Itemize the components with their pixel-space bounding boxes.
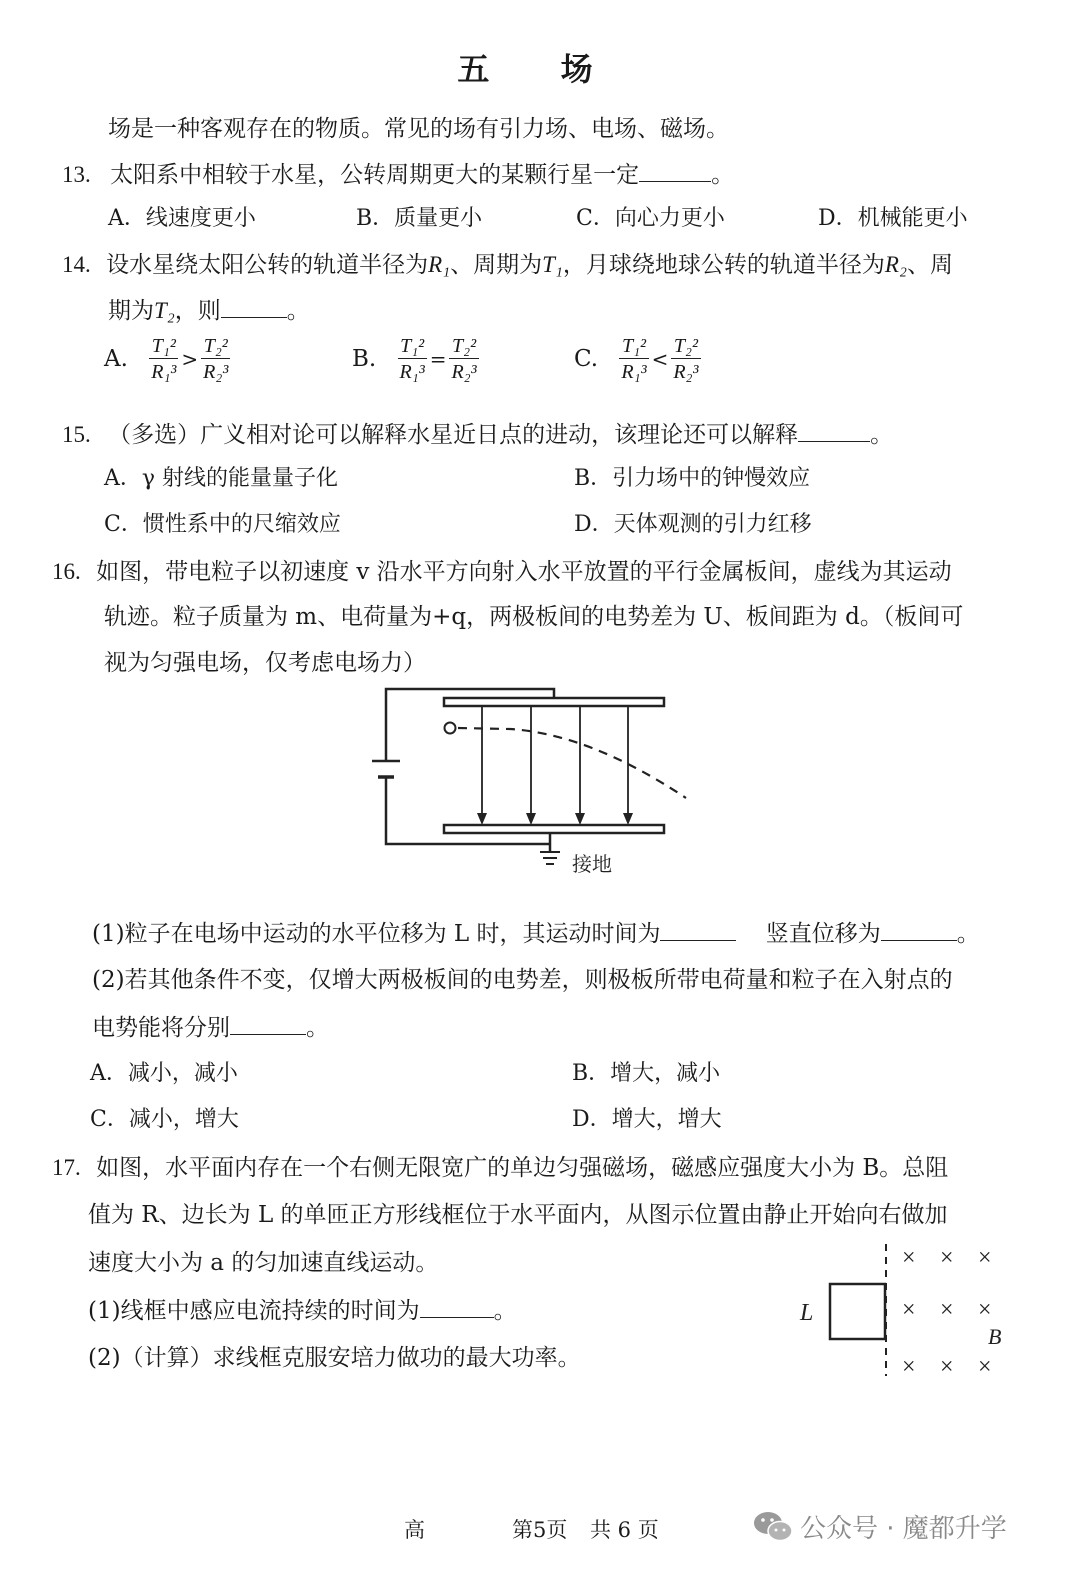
q13-option-b: B．质量更小 [356, 206, 483, 231]
footer-left: 高 [404, 1518, 425, 1542]
section-title: 五 场 [457, 50, 623, 88]
q16-blank-time [660, 918, 736, 941]
q16-blank-sub2 [230, 1012, 306, 1035]
q15-blank [798, 419, 870, 442]
section-intro: 场是一种客观存在的物质。常见的场有引力场、电场、磁场。 [108, 116, 729, 142]
q16-number: 16. [52, 559, 81, 584]
ground-label: 接地 [572, 854, 612, 876]
q17-blank [420, 1295, 494, 1318]
wechat-icon [752, 1508, 794, 1544]
svg-text:×: × [978, 1354, 992, 1380]
q17-sub2: (2)（计算）求线框克服安培力做功的最大功率。 [88, 1345, 581, 1371]
q16-stem-line1: 16. 如图，带电粒子以初速度 v 沿水平方向射入水平放置的平行金属板间，虚线为其运动 [52, 559, 952, 585]
q17-stem-line2: 值为 R、边长为 L 的单匝正方形线框位于水平面内，从图示位置由静止开始向右做加 [88, 1202, 948, 1228]
svg-text:×: × [902, 1297, 916, 1323]
charged-particle [445, 723, 456, 734]
q14-option-b: B. $\frac{\text{T₁²}}{\text{R₁³}}$ = $\frac{\text{T₂²}}{\text{R₂³}}$ [352, 335, 477, 383]
q13-option-a: A．线速度更小 [108, 206, 256, 231]
q14-number: 14. [62, 252, 91, 277]
q17-stem-line3: 速度大小为 a 的匀加速直线运动。 [88, 1250, 439, 1276]
q16-stem-line3: 视为匀强电场，仅考虑电场力） [104, 650, 426, 676]
bottom-plate [444, 825, 664, 833]
q15-stem: 15. （多选）广义相对论可以解释水星近日点的进动，该理论还可以解释 。 [62, 416, 893, 449]
q17-number: 17. [52, 1155, 81, 1180]
ground-symbol [540, 852, 560, 864]
side-length-label: L [800, 1300, 814, 1326]
q13-option-c: C．向心力更小 [576, 206, 725, 231]
q14-stem-line2: 期为T₂，则 。 [108, 292, 310, 325]
svg-text:×: × [940, 1297, 954, 1323]
q15-number: 15. [62, 422, 91, 447]
particle-trajectory [458, 728, 686, 798]
q16-sub1: (1)粒子在电场中运动的水平位移为 L 时，其运动时间为 竖直位移为 。 [92, 915, 980, 948]
q16-blank-displacement [881, 918, 957, 941]
svg-text:×: × [940, 1354, 954, 1380]
square-coil [830, 1284, 885, 1339]
field-strength-label: B [988, 1324, 1002, 1349]
svg-text:×: × [902, 1245, 916, 1271]
svg-text:×: × [978, 1297, 992, 1323]
svg-text:×: × [940, 1245, 954, 1271]
q16-sub2-line1: (2)若其他条件不变，仅增大两极板间的电势差，则极板所带电荷量和粒子在入射点的 [92, 967, 953, 993]
q13-stem: 13. 太阳系中相较于水星，公转周期更大的某颗行星一定 。 [62, 156, 734, 189]
capacitor-diagram [360, 680, 700, 880]
svg-text:×: × [978, 1245, 992, 1271]
q17-stem-line1: 17. 如图，水平面内存在一个右侧无限宽广的单边匀强磁场，磁感应强度大小为 B。总阻 [52, 1155, 949, 1181]
magnetic-field-diagram [790, 1240, 1030, 1380]
q15-option-d: D．天体观测的引力红移 [574, 512, 812, 537]
q15-option-a: A．γ 射线的能量量子化 [104, 466, 339, 491]
watermark-text: 公众号 · 魔都升学 [800, 1514, 1007, 1544]
q14-option-a: A. $\frac{\text{T₁²}}{\text{R₁³}}$ > $\frac{\text{T₂²}}{\text{R₂³}}$ [104, 335, 229, 383]
q17-sub1: (1)线框中感应电流持续的时间为 。 [88, 1292, 517, 1325]
q16-option-c: C．减小，增大 [90, 1107, 239, 1132]
q15-option-b: B．引力场中的钟慢效应 [574, 466, 811, 491]
field-arrowheads [477, 813, 633, 825]
q16-stem-line2: 轨迹。粒子质量为 m、电荷量为+q，两极板间的电势差为 U、板间距为 d。（板间可 [104, 604, 964, 630]
circuit-wire-bottom [386, 788, 550, 844]
footer-page: 第5页 [512, 1518, 568, 1542]
q13-number: 13. [62, 162, 91, 187]
svg-text:×: × [902, 1354, 916, 1380]
field-crosses [902, 1245, 992, 1380]
q16-option-a: A．减小，减小 [90, 1061, 238, 1086]
top-plate [444, 698, 664, 706]
q16-option-b: B．增大，减小 [572, 1061, 721, 1086]
q14-stem-line1: 14. 设水星绕太阳公转的轨道半径为R₁、周期为T₁，月球绕地球公转的轨道半径为R₂、周 [62, 252, 953, 278]
q15-option-c: C．惯性系中的尺缩效应 [104, 512, 341, 537]
q14-blank [221, 295, 287, 318]
footer-total: 共 6 页 [590, 1518, 659, 1542]
field-lines [482, 706, 628, 816]
q14-option-c: C. $\frac{\text{T₁²}}{\text{R₁³}}$ < $\frac{\text{T₂²}}{\text{R₂³}}$ [574, 335, 699, 383]
q13-blank [639, 159, 711, 182]
q16-sub2-line2: 电势能将分别 。 [92, 1009, 329, 1042]
q16-option-d: D．增大，增大 [572, 1107, 722, 1132]
q13-option-d: D．机械能更小 [818, 206, 968, 231]
